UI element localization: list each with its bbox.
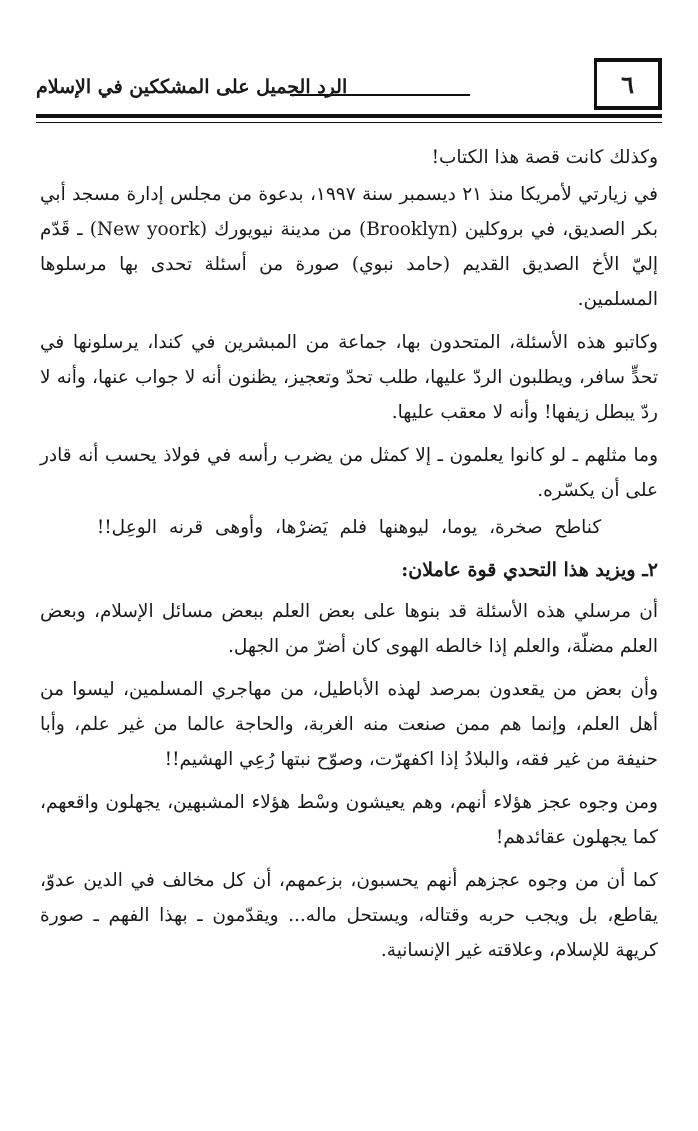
- section-heading: ٢ـ ويزيد هذا التحدي قوة عاملان:: [401, 559, 658, 581]
- paragraph-visit: في زيارتي لأمريكا منذ ٢١ ديسمبر سنة ١٩٩٧، بدعوة من مجلس إدارة مسجد أبي بكر الصديق، في بروكلين (Brooklyn) من مدينة نيويورك (New yoork) ـ قَدّم إليّ الأخ الصديق القديم (حامد نبوي) صورة من أسئلة تحدى بها مرسلوها المسلمين.: [40, 184, 658, 310]
- page-number: ٦: [621, 69, 634, 99]
- paragraph-authors: وكاتبو هذه الأسئلة، المتحدون بها، جماعة من المبشرين في كندا، يرسلونها في تحدٍّ سافر، ويطلبون الردّ عليها، طلب تحدّ وتعجيز، يظنون أنه لا جواب عنها، وأنه لا ردّ يبطل زيفها! وأنه لا معقب عليها.: [40, 332, 658, 423]
- paragraph-intro: وكذلك كانت قصة هذا الكتاب!: [431, 147, 658, 168]
- paragraph-hostility: كما أن من وجوه عجزهم أنهم يحسبون، بزعمهم، أن كل مخالف في الدين عدوّ، يقاطع، بل ويجب حربه وقتاله، ويستحل ماله... ويقدّمون ـ بهذا الفهم ـ صورة كريهة للإسلام، وعلاقته غير الإنسانية.: [40, 870, 658, 961]
- paragraph-factor-two: وأن بعض من يقعدون بمرصد لهذه الأباطيل، من مهاجري المسلمين، ليسوا من أهل العلم، وإنما هم ممن صنعت منه الغربة، والحاجة عالما من غير علم، وأبا حنيفة من غير فقه، والبلادُ إذا اكفهرّت، وصوّح نبتها رُعِي الهشيم!!: [40, 679, 658, 770]
- book-title: الرد الجميل على المشككين في الإسلام: [36, 76, 348, 98]
- paragraph-factor-one: أن مرسلي هذه الأسئلة قد بنوها على بعض العلم ببعض مسائل الإسلام، وبعض العلم مضلّة، والعلم إذا خالطه الهوى كان أضرّ من الجهل.: [40, 601, 658, 657]
- header-rule-thick: [36, 114, 662, 118]
- page-number-box: [594, 58, 662, 110]
- paragraph-ignorance: ومن وجوه عجز هؤلاء أنهم، وهم يعيشون وسْط هؤلاء المشبهين، يجهلون واقعهم، كما يجهلون عقائدهم!: [40, 792, 658, 848]
- header-rule-thin: [36, 122, 662, 123]
- paragraph-simile: وما مثلهم ـ لو كانوا يعلمون ـ إلا كمثل من يضرب رأسه في فولاذ يحسب أنه قادر على أن يكسّره.: [40, 445, 658, 501]
- poetry-verse: كناطح صخرة، يوما، ليوهنها فلم يَضرْها، وأوهى قرنه الوعِل!!: [96, 517, 602, 538]
- page-body: [40, 140, 658, 976]
- running-header: [36, 58, 662, 112]
